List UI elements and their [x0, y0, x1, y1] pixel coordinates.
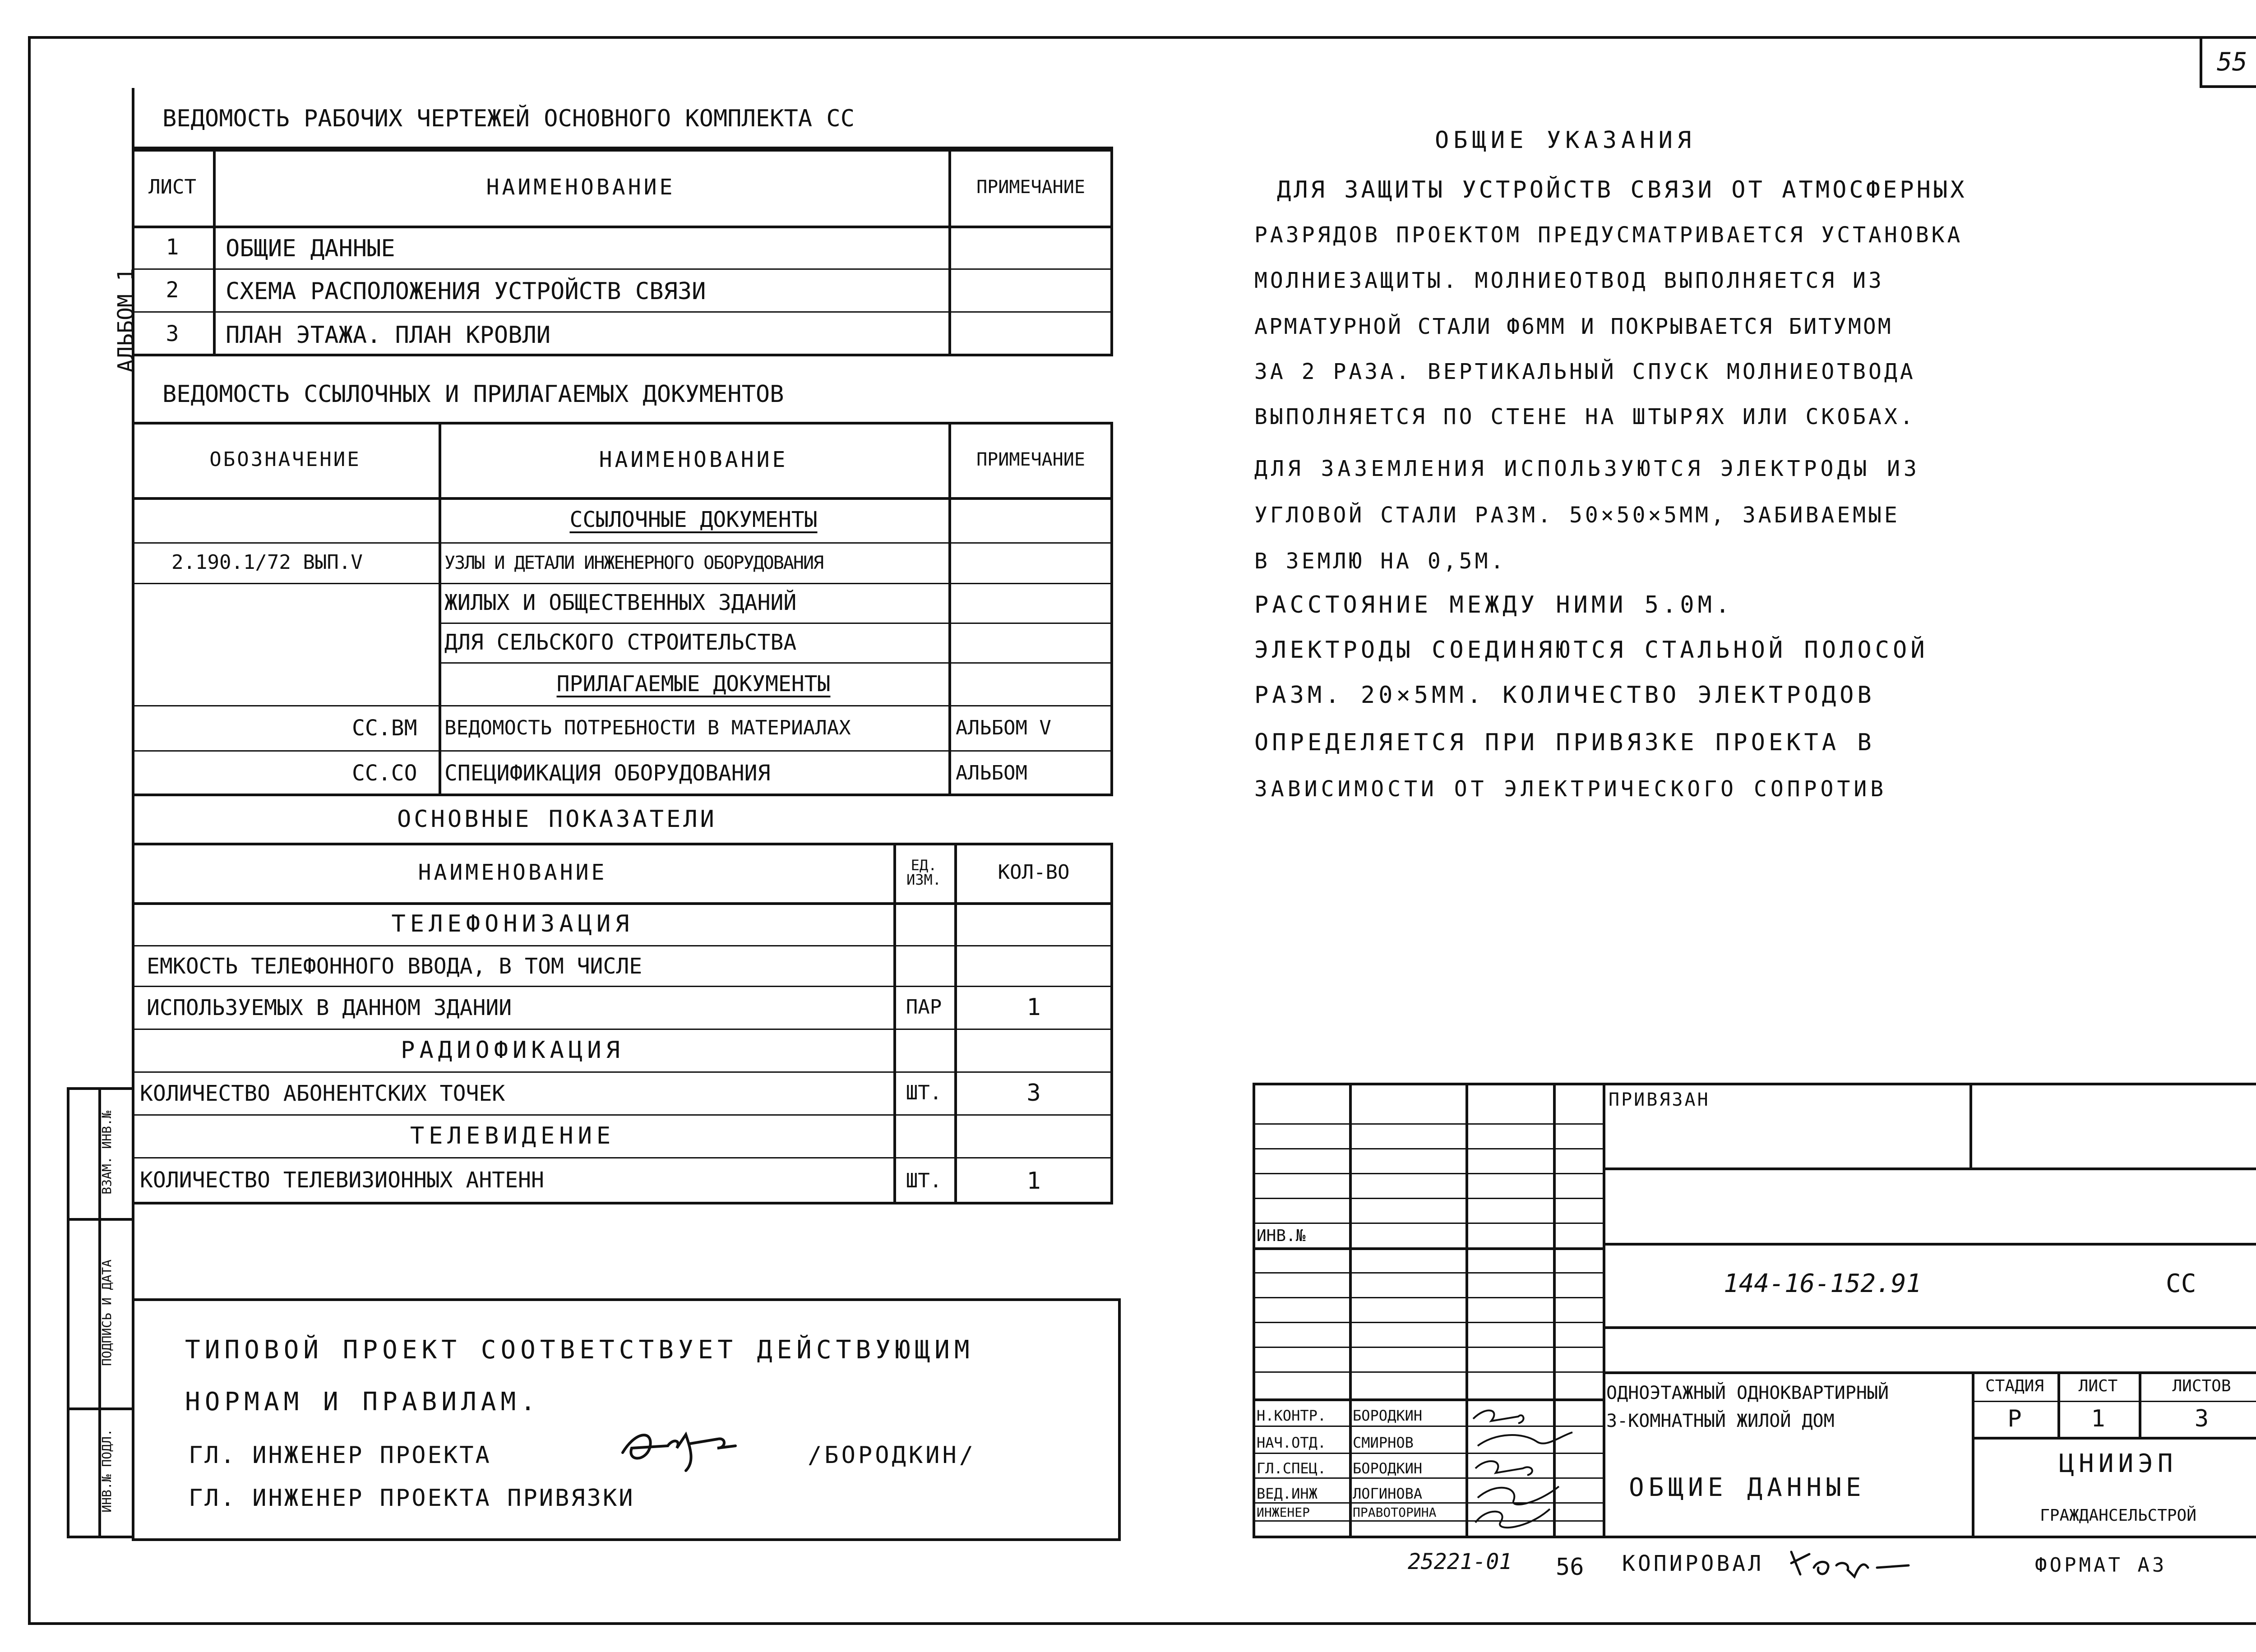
ref-document-code: 2.190.1/72 ВЫП.V	[171, 551, 363, 574]
indicator-line: ИСПОЛЬЗУЕМЫХ В ДАННОМ ЗДАНИИ	[147, 995, 512, 1020]
indicator-line: КОЛИЧЕСТВО АБОНЕНТСКИХ ТОЧЕК	[140, 1081, 505, 1106]
signer-role: ВЕД.ИНЖ	[1257, 1485, 1318, 1502]
ref-documents-section: ССЫЛОЧНЫЕ ДОКУМЕНТЫ	[569, 507, 818, 532]
indicator-unit: ШТ.	[906, 1169, 942, 1192]
indicators-section-title: ТЕЛЕВИДЕНИЕ	[410, 1122, 615, 1149]
notes-line: ВЫПОЛНЯЕТСЯ ПО СТЕНЕ НА ШТЫРЯХ ИЛИ СКОБАХ.	[1254, 404, 1916, 429]
copied-label: КОПИРОВАЛ	[1622, 1551, 1764, 1576]
copied-signature	[1787, 1543, 1913, 1583]
indicators-header-name: НАИМЕНОВАНИЕ	[418, 860, 607, 885]
notes-line: МОЛНИЕЗАЩИТЫ. МОЛНИЕОТВОД ВЫПОЛНЯЕТСЯ ИЗ	[1254, 268, 1884, 293]
set-code: СС	[2166, 1269, 2196, 1298]
drawings-header-sheet: ЛИСТ	[148, 175, 196, 198]
attached-document-note: АЛЬБОМ	[956, 761, 1027, 784]
indicator-line: ЕМКОСТЬ ТЕЛЕФОННОГО ВВОДА, В ТОМ ЧИСЛЕ	[147, 954, 643, 979]
indicators-title: ОСНОВНЫЕ ПОКАЗАТЕЛИ	[397, 806, 717, 833]
stamp-signature-date: ПОДПИСЬ И ДАТА	[99, 1260, 114, 1366]
documents-list-title: ВЕДОМОСТЬ ССЫЛОЧНЫХ И ПРИЛАГАЕМЫХ ДОКУМЕНТОВ	[162, 381, 784, 408]
stage-value: Р	[2007, 1405, 2022, 1432]
signer-signatures	[1469, 1401, 1577, 1536]
indicator-unit: ПАР	[906, 995, 942, 1019]
notes-line: РАЗРЯДОВ ПРОЕКТОМ ПРЕДУСМАТРИВАЕТСЯ УСТАНОВКА	[1254, 222, 1963, 248]
attached-document-name: ВЕДОМОСТЬ ПОТРЕБНОСТИ В МАТЕРИАЛАХ	[444, 716, 851, 739]
drawings-header-note: ПРИМЕЧАНИЕ	[976, 177, 1085, 198]
stamp-replaced-inv: ВЗАМ. ИНВ.№	[99, 1111, 114, 1195]
attached-document-code: СС.ВМ	[352, 715, 417, 741]
organization-name: ЦНИИЭП	[2059, 1449, 2177, 1478]
ref-document-name-line: ДЛЯ СЕЛЬСКОГО СТРОИТЕЛЬСТВА	[444, 630, 797, 655]
notes-line: ОПРЕДЕЛЯЕТСЯ ПРИ ПРИВЯЗКЕ ПРОЕКТА В	[1254, 729, 1875, 756]
compliance-line: ТИПОВОЙ ПРОЕКТ СООТВЕТСТВУЕТ ДЕЙСТВУЮЩИМ	[185, 1335, 974, 1365]
notes-line: УГЛОВОЙ СТАЛИ РАЗМ. 50×50×5ММ, ЗАБИВАЕМЫЕ	[1254, 503, 1900, 528]
indicator-qty: 3	[1026, 1079, 1041, 1107]
attached-document-name: СПЕЦИФИКАЦИЯ ОБОРУДОВАНИЯ	[444, 761, 771, 786]
notes-line: ЗАВИСИМОСТИ ОТ ЭЛЕКТРИЧЕСКОГО СОПРОТИВ	[1254, 776, 1887, 802]
object-name-line: 3-КОМНАТНЫЙ ЖИЛОЙ ДОМ	[1606, 1411, 1835, 1431]
signer-role: Н.КОНТР.	[1257, 1407, 1327, 1424]
ref-document-name-line: УЗЛЫ И ДЕТАЛИ ИНЖЕНЕРНОГО ОБОРУДОВАНИЯ	[444, 553, 823, 573]
notes-line: АРМАТУРНОЙ СТАЛИ Ф6ММ И ПОКРЫВАЕТСЯ БИТУМОМ	[1254, 314, 1893, 339]
documents-header-note: ПРИМЕЧАНИЕ	[976, 449, 1085, 470]
indicator-unit: ШТ.	[906, 1081, 942, 1104]
signer-role: НАЧ.ОТД.	[1257, 1434, 1327, 1451]
documents-header-code: ОБОЗНАЧЕНИЕ	[209, 448, 361, 471]
indicators-header-unit: ЕД. ИЗМ.	[906, 857, 942, 888]
compliance-line: НОРМАМ И ПРАВИЛАМ.	[185, 1387, 540, 1417]
album-side-label: АЛЬБОМ 1	[113, 268, 139, 373]
attached-document-code: СС.СО	[352, 761, 417, 786]
binding-engineer-label: ГЛ. ИНЖЕНЕР ПРОЕКТА ПРИВЯЗКИ	[189, 1485, 635, 1512]
indicators-header-qty: КОЛ-ВО	[998, 861, 1070, 884]
attached-documents-section: ПРИЛАГАЕМЫЕ ДОКУМЕНТЫ	[556, 671, 831, 697]
general-notes-title: ОБЩИЕ УКАЗАНИЯ	[1435, 127, 1696, 154]
sheet-title: ОБЩИЕ ДАННЫЕ	[1629, 1473, 1866, 1502]
ref-document-name-line: ЖИЛЫХ И ОБЩЕСТВЕННЫХ ЗДАНИЙ	[444, 590, 797, 615]
archive-number: 25221-01	[1408, 1549, 1512, 1574]
sheets-label: ЛИСТОВ	[2172, 1376, 2231, 1395]
indicator-line: КОЛИЧЕСТВО ТЕЛЕВИЗИОННЫХ АНТЕНН	[140, 1167, 544, 1193]
notes-line: ЭЛЕКТРОДЫ СОЕДИНЯЮТСЯ СТАЛЬНОЙ ПОЛОСОЙ	[1254, 637, 1928, 664]
chief-engineer-name: /БОРОДКИН/	[808, 1442, 976, 1469]
organization-subname: ГРАЖДАНСЕЛЬСТРОЙ	[2040, 1506, 2196, 1525]
archive-page: 56	[1556, 1554, 1584, 1581]
drawings-row-name: ПЛАН ЭТАЖА. ПЛАН КРОВЛИ	[226, 322, 551, 349]
drawings-header-name: НАИМЕНОВАНИЕ	[486, 175, 675, 200]
bound-label: ПРИВЯЗАН	[1609, 1089, 1710, 1110]
notes-line: ДЛЯ ЗАЩИТЫ УСТРОЙСТВ СВЯЗИ ОТ АТМОСФЕРНЫХ	[1277, 176, 1967, 203]
attached-document-note: АЛЬБОМ V	[956, 716, 1051, 739]
signer-role: ИНЖЕНЕР	[1257, 1505, 1310, 1520]
signer-name: ЛОГИНОВА	[1353, 1485, 1423, 1502]
chief-engineer-signature	[618, 1421, 749, 1475]
drawings-row-name: СХЕМА РАСПОЛОЖЕНИЯ УСТРОЙСТВ СВЯЗИ	[226, 278, 706, 305]
indicators-section-title: РАДИОФИКАЦИЯ	[401, 1036, 624, 1064]
signer-name: БОРОДКИН	[1353, 1407, 1423, 1424]
notes-line: ДЛЯ ЗАЗЕМЛЕНИЯ ИСПОЛЬЗУЮТСЯ ЭЛЕКТРОДЫ ИЗ	[1254, 456, 1920, 481]
project-code: 144-16-152.91	[1724, 1269, 1922, 1298]
notes-line: РАЗМ. 20×5ММ. КОЛИЧЕСТВО ЭЛЕКТРОДОВ	[1254, 682, 1875, 709]
sheets-value: 3	[2194, 1405, 2209, 1432]
signer-name: ПРАВОТОРИНА	[1353, 1505, 1437, 1520]
drawings-list-title: ВЕДОМОСТЬ РАБОЧИХ ЧЕРТЕЖЕЙ ОСНОВНОГО КОМПЛЕКТА СС	[162, 105, 855, 132]
notes-line: РАССТОЯНИЕ МЕЖДУ НИМИ 5.0М.	[1254, 591, 1734, 618]
indicator-qty: 1	[1026, 993, 1041, 1021]
sheet-value: 1	[2091, 1405, 2105, 1432]
format-label: ФОРМАТ А3	[2035, 1554, 2167, 1577]
indicators-section-title: ТЕЛЕФОНИЗАЦИЯ	[391, 910, 634, 937]
stage-label: СТАДИЯ	[1985, 1376, 2044, 1395]
indicator-qty: 1	[1026, 1167, 1041, 1195]
inv-label: ИНВ.№	[1257, 1227, 1306, 1245]
sheet-label: ЛИСТ	[2078, 1376, 2118, 1395]
notes-line: ЗА 2 РАЗА. ВЕРТИКАЛЬНЫЙ СПУСК МОЛНИЕОТВОДА	[1254, 359, 1916, 384]
signer-name: БОРОДКИН	[1353, 1460, 1423, 1477]
object-name-line: ОДНОЭТАЖНЫЙ ОДНОКВАРТИРНЫЙ	[1606, 1383, 1889, 1403]
notes-line: В ЗЕМЛЮ НА 0,5М.	[1254, 549, 1507, 574]
drawings-row-sheet: 3	[166, 321, 179, 346]
signer-role: ГЛ.СПЕЦ.	[1257, 1460, 1327, 1477]
stamp-inv-orig: ИНВ.№ ПОДЛ.	[99, 1429, 114, 1513]
drawings-row-sheet: 1	[166, 234, 179, 260]
drawings-row-name: ОБЩИЕ ДАННЫЕ	[226, 235, 395, 262]
documents-header-name: НАИМЕНОВАНИЕ	[599, 447, 788, 472]
sheet-number: 55	[2217, 47, 2247, 77]
signer-name: СМИРНОВ	[1353, 1434, 1414, 1451]
drawings-row-sheet: 2	[166, 277, 179, 303]
chief-engineer-label: ГЛ. ИНЖЕНЕР ПРОЕКТА	[189, 1442, 491, 1469]
